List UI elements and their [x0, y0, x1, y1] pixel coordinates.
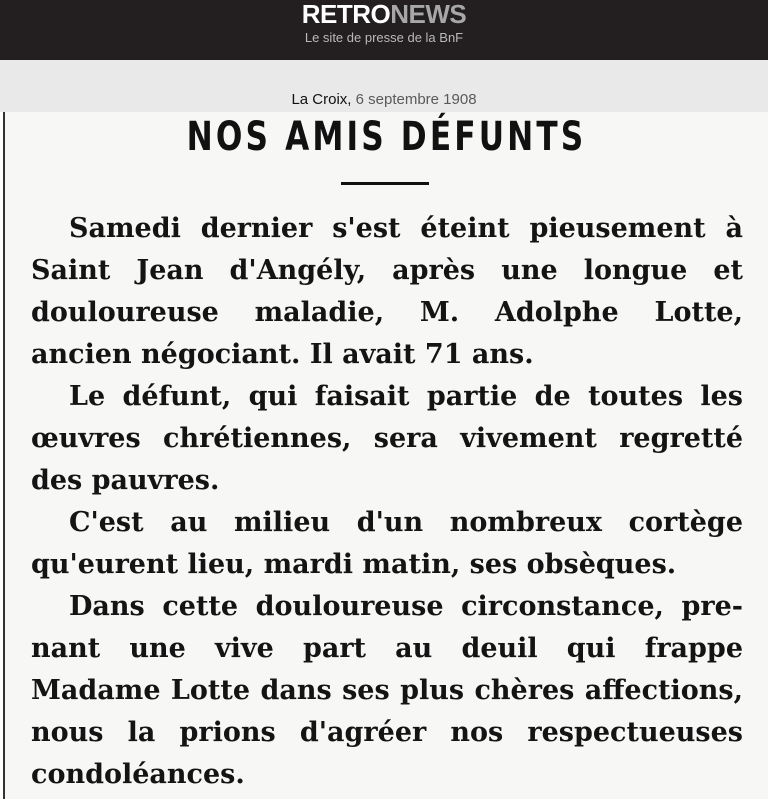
article-line: nant une vive part au deuil qui frappe	[31, 633, 743, 664]
source-citation	[0, 91, 768, 109]
article-line: Samedi dernier s'est éteint pieusement à	[69, 213, 743, 244]
article-line: Madame Lotte dans ses plus chères affections,	[31, 675, 743, 706]
article-line: ancien négociant. Il avait 71 ans.	[31, 339, 534, 370]
article-line: C'est au milieu d'un nombreux cortège	[69, 507, 743, 538]
article-line: qu'eurent lieu, mardi matin, ses obsèques.	[31, 549, 677, 580]
newspaper-name: La Croix,	[291, 91, 352, 108]
site-header	[0, 0, 768, 60]
article-line: œuvres chrétiennes, sera vivement regretté	[31, 423, 743, 454]
source-bar	[0, 60, 768, 112]
retronews-logo[interactable]	[0, 0, 768, 28]
article-line: Dans cette douloureuse circonstance, pre-	[69, 591, 743, 622]
article-title: NOS AMIS DÉFUNTS	[186, 114, 587, 160]
title-rule	[341, 182, 429, 185]
article-line: des pauvres.	[31, 465, 220, 496]
site-tagline: Le site de presse de la BnF	[304, 30, 464, 45]
article-line: douloureuse maladie, M. Adolphe Lotte,	[31, 297, 743, 328]
publication-date: 6 septembre 1908	[355, 91, 477, 108]
newspaper-scan	[3, 112, 768, 799]
article-line: condoléances.	[31, 759, 245, 790]
logo-retro: RETRO	[301, 0, 391, 29]
article-line: nous la prions d'agréer nos respectueuses	[31, 717, 743, 748]
article-line: Le défunt, qui faisait partie de toutes les	[69, 381, 743, 412]
logo-news: NEWS	[390, 0, 467, 29]
article-line: Saint Jean d'Angély, après une longue et	[31, 255, 743, 286]
article-body	[31, 208, 743, 796]
